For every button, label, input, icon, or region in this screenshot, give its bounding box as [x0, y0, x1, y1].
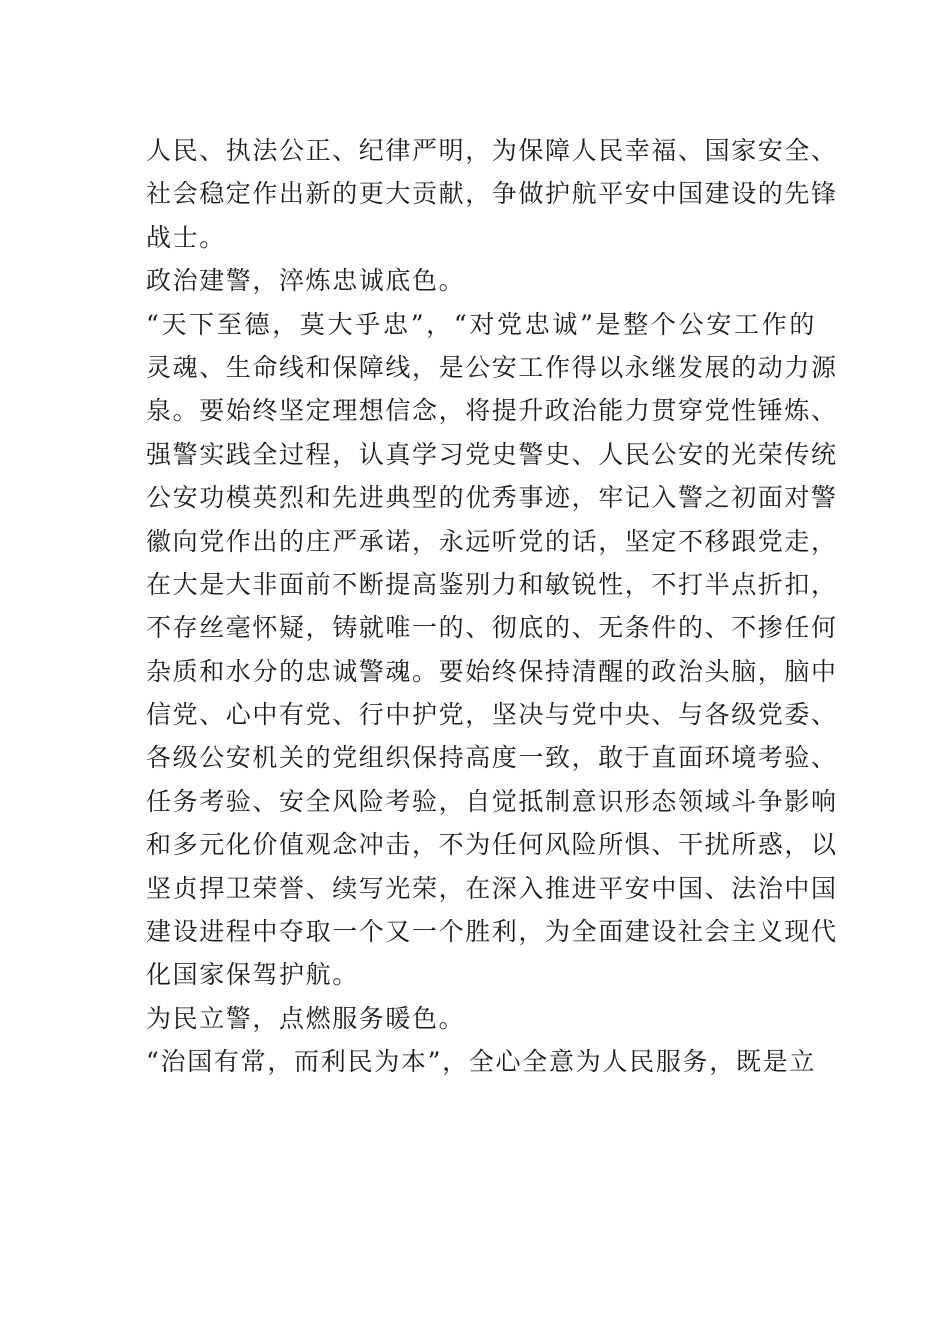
text-line: 在大是大非面前不断提高鉴别力和敏锐性，不打半点折扣，: [146, 569, 838, 599]
text-line: 人民、执法公正、纪律严明，为保障人民幸福、国家安全、: [146, 136, 838, 165]
text-line: 战士。: [146, 222, 226, 252]
text-line: 建设进程中夺取一个又一个胜利，为全面建设社会主义现代: [146, 917, 838, 947]
text-line: 强警实践全过程，认真学习党史警史、人民公安的光荣传统: [146, 439, 838, 469]
text-line: 徽向党作出的庄严承诺，永远听党的话，坚定不移跟党走，: [146, 526, 838, 556]
text-line: “天下至德，莫大乎忠”，“对党忠诚”是整个公安工作的: [146, 309, 816, 339]
text-line: 不存丝毫怀疑，铸就唯一的、彻底的、无条件的、不掺任何: [146, 613, 838, 643]
text-line: 和多元化价值观念冲击，不为任何风险所惧、干扰所惑，以: [146, 830, 838, 860]
body-text: [146, 129, 838, 1084]
text-line: 公安功模英烈和先进典型的优秀事迹，牢记入警之初面对警: [146, 483, 838, 513]
text-line: 信党、心中有党、行中护党，坚决与党中央、与各级党委、: [146, 700, 838, 730]
text-line: 化国家保驾护航。: [146, 960, 359, 990]
text-line: 社会稳定作出新的更大贡献，争做护航平安中国建设的先锋: [146, 179, 838, 209]
text-line: 各级公安机关的党组织保持高度一致，敢于直面环境考验、: [146, 743, 838, 773]
text-line: “治国有常，而利民为本”，全心全意为人民服务，既是立: [146, 1047, 816, 1077]
text-line: 泉。要始终坚定理想信念，将提升政治能力贯穿党性锤炼、: [146, 396, 838, 426]
text-line: 坚贞捍卫荣誉、续写光荣，在深入推进平安中国、法治中国: [146, 873, 838, 903]
text-line: 杂质和水分的忠诚警魂。要始终保持清醒的政治头脑，脑中: [146, 656, 838, 686]
section-heading: 为民立警，点燃服务暖色。: [146, 1003, 466, 1033]
text-line: 灵魂、生命线和保障线，是公安工作得以永继发展的动力源: [146, 352, 838, 382]
section-heading: 政治建警，淬炼忠诚底色。: [146, 266, 466, 296]
text-line: 任务考验、安全风险考验，自觉抵制意识形态领域斗争影响: [146, 786, 838, 816]
